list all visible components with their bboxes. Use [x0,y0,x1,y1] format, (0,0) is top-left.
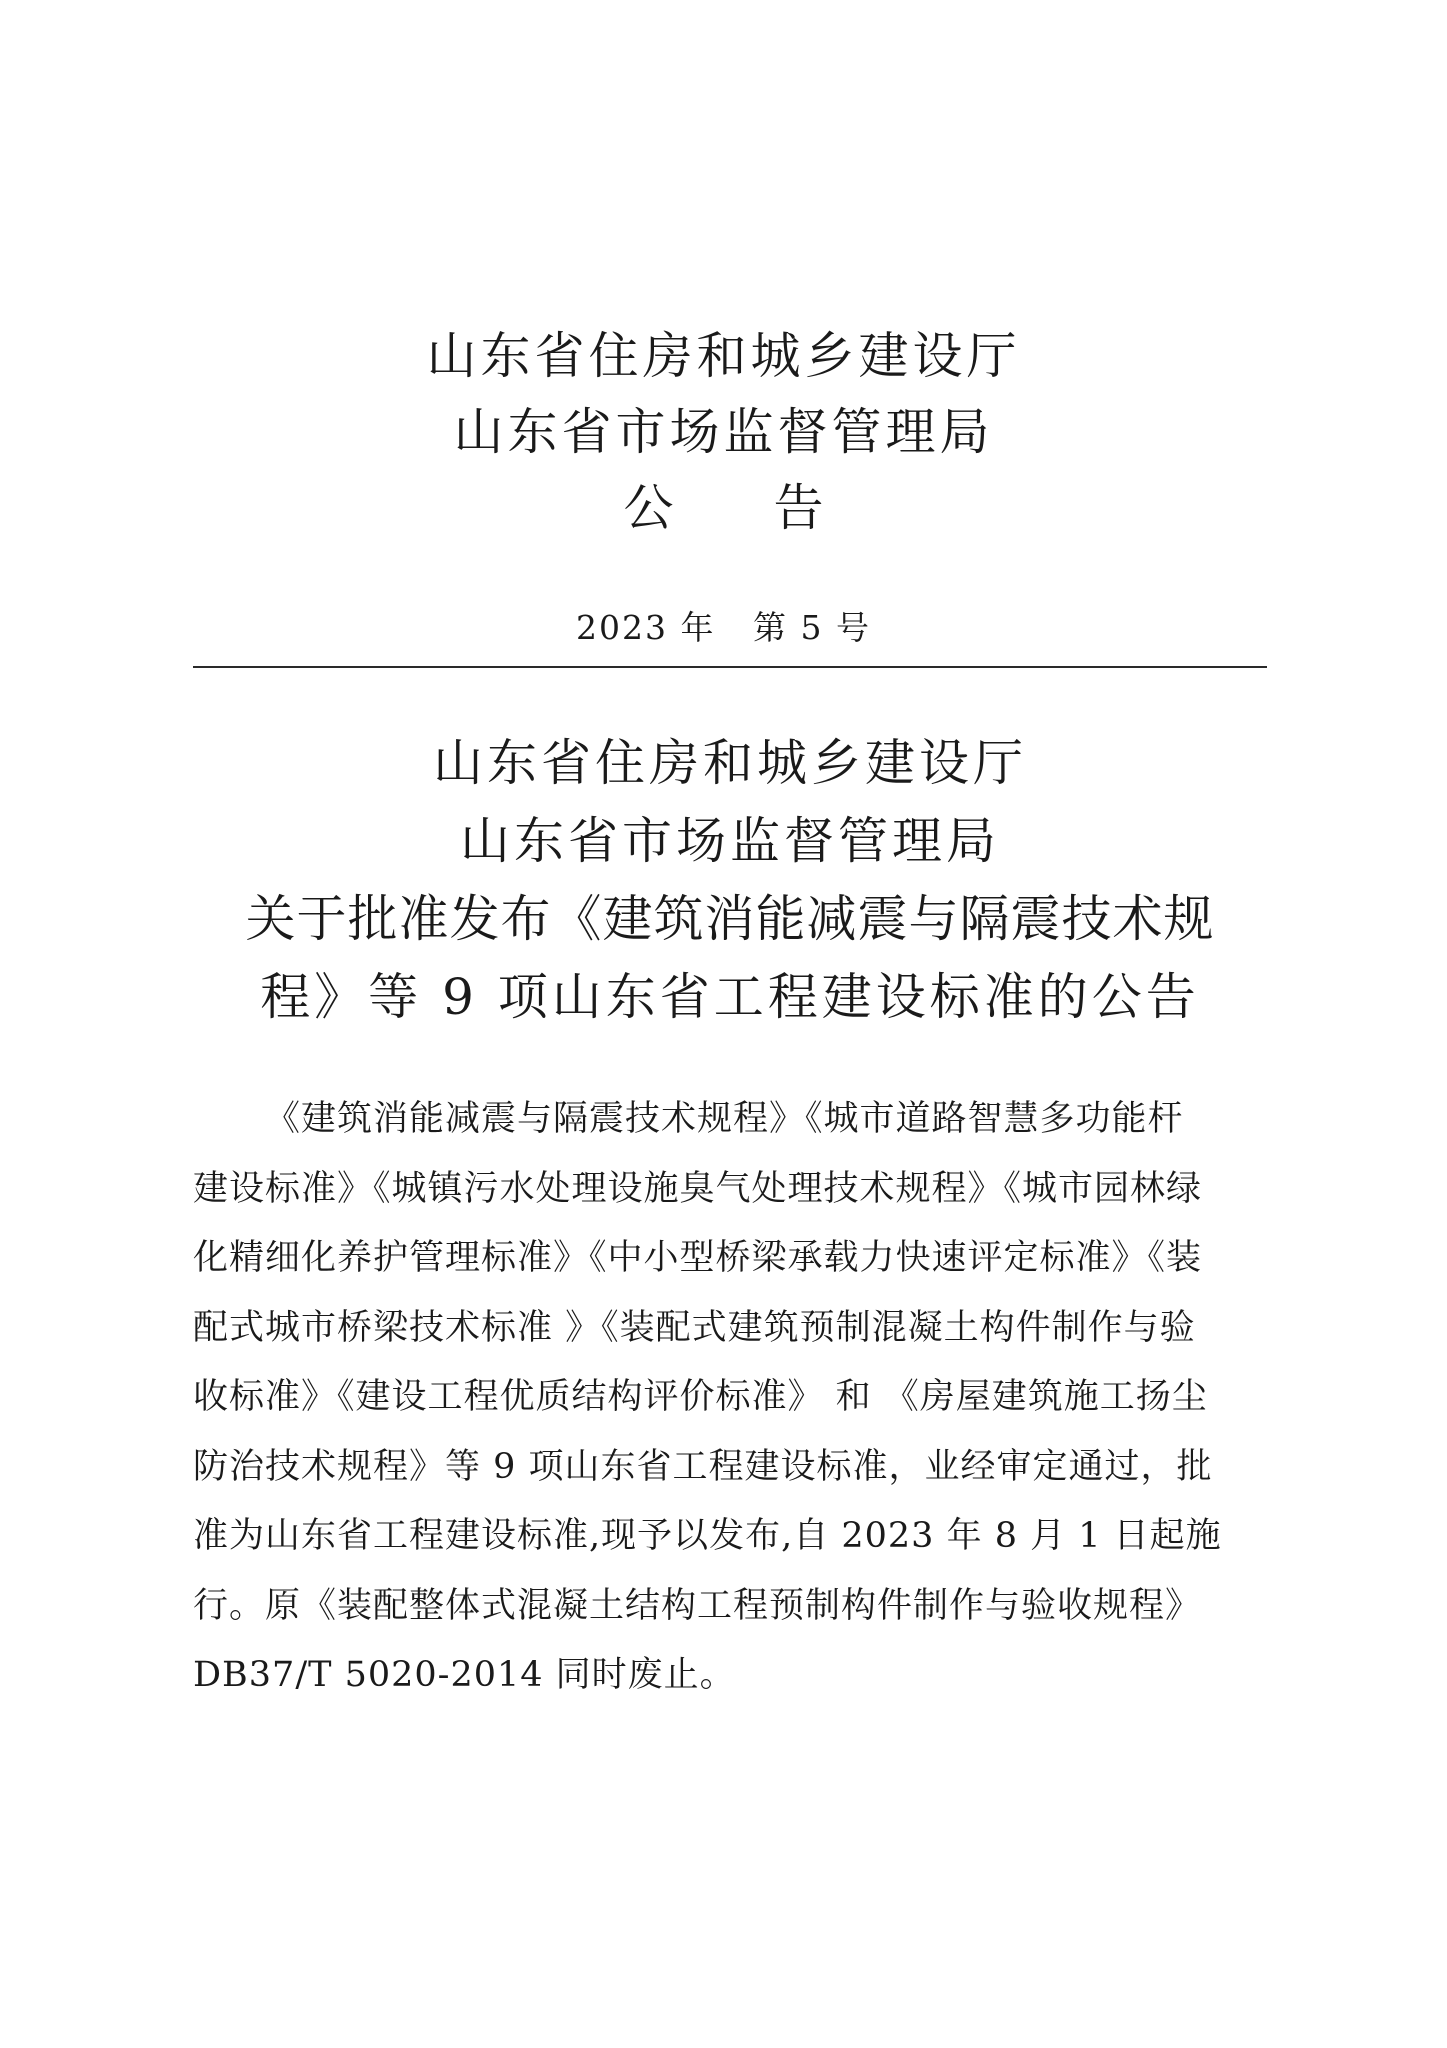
body-line: 建设标准》《城镇污水处理设施臭气处理技术规程》《城市园林绿 [193,1168,1203,1209]
document-number: 2023 年 第 5 号 [576,608,871,647]
body-line: 准为山东省工程建设标准,现予以发布,自 2023 年 8 月 1 日起施 [193,1516,1222,1556]
issuer-name-market-supervision-bureau: 山东省市场监督管理局 [453,403,994,461]
document-header [0,318,1447,546]
announcement-body [193,1085,1267,1711]
body-line: DB37/T 5020-2014 同时废止。 [193,1655,736,1695]
announcement-title [193,724,1267,1036]
title-line: 程》等 9 项山东省工程建设标准的公告 [260,968,1200,1026]
title-line: 山东省市场监督管理局 [460,812,1000,870]
body-line: 行。原《装配整体式混凝土结构工程预制构件制作与验收规程》 [193,1585,1202,1626]
body-line: 防治技术规程》等 9 项山东省工程建设标准，业经审定通过，批 [193,1446,1213,1487]
document-type-heading: 公告 [623,479,924,537]
body-line: 化精细化养护管理标准》《中小型桥梁承载力快速评定标准》《装 [193,1238,1203,1278]
issuer-name-housing-department: 山东省住房和城乡建设厅 [426,327,1021,385]
title-line: 关于批准发布《建筑消能减震与隔震技术规 [245,890,1215,948]
body-line: 收标准》《建设工程优质结构评价标准》 和 《房屋建筑施工扬尘 [193,1377,1208,1417]
body-line: 《建筑消能减震与隔震技术规程》《城市道路智慧多功能杆 [265,1099,1184,1139]
header-divider [193,666,1267,668]
title-line: 山东省住房和城乡建设厅 [433,734,1027,792]
body-line: 配式城市桥梁技术标准 》《装配式建筑预制混凝土构件制作与验 [193,1307,1196,1348]
